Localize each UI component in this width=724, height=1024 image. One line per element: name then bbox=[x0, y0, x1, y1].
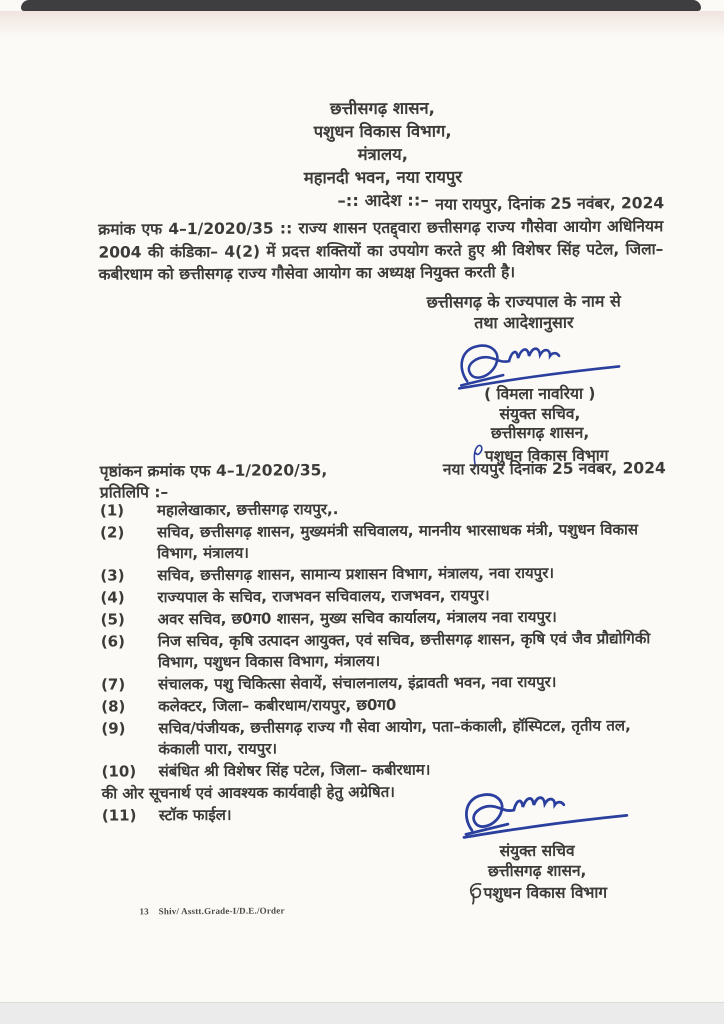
copy-item-4 bbox=[100, 584, 666, 608]
signatory-bottom-block bbox=[422, 841, 652, 905]
copy-item-6 bbox=[101, 628, 667, 673]
copy-item-number: (11) bbox=[101, 806, 137, 825]
endorsement-row bbox=[100, 456, 666, 481]
signatory-bottom-designation: संयुक्त सचिव bbox=[499, 841, 575, 861]
copy-item-9 bbox=[101, 715, 667, 760]
signatory-top-department: पशुधन विकास विभाग bbox=[484, 445, 609, 465]
copy-item-8 bbox=[101, 693, 667, 717]
dateline: नया रायपुर, दिनांक 25 नवंबर, 2024 bbox=[435, 194, 665, 214]
copy-item-text: राज्यपाल के सचिव, राजभवन सचिवालय, राजभवन, रायपुर। bbox=[157, 586, 490, 607]
copy-item-number: (9) bbox=[101, 719, 126, 738]
letterhead-government: छत्तीसगढ़ शासन, bbox=[330, 98, 435, 119]
copy-item-text: संबंधित श्री विशेषर सिंह पटेल, जिला– कबीरधाम। bbox=[158, 760, 431, 781]
signatory-bottom-department-line bbox=[422, 880, 652, 905]
copy-item-3 bbox=[100, 562, 666, 586]
copy-item-7 bbox=[101, 671, 667, 695]
copy-item-number: (5) bbox=[100, 610, 125, 629]
copy-item-text: सचिव/पंजीयक, छत्तीसगढ़ राज्य गौ सेवा आयोग, पता–कंकाली, हॉस्पिटल, तृतीय तल, कंकाली पारा, रायपुर। bbox=[158, 716, 631, 759]
endorsement-dateline: नया रायपुर दिनांक 25 नवंबर, 2024 bbox=[442, 459, 666, 479]
copy-item-number: (4) bbox=[100, 588, 125, 607]
copy-item-number: (1) bbox=[99, 501, 125, 520]
pen-mark-icon bbox=[467, 881, 483, 905]
copy-heading: प्रतिलिपि :– bbox=[99, 483, 169, 502]
signatory-bottom-department: पशुधन विकास विभाग bbox=[483, 883, 608, 903]
order-title: –:: आदेश ::– bbox=[337, 190, 429, 211]
signature-bottom bbox=[454, 787, 639, 840]
signatory-bottom-government: छत्तीसगढ़ शासन, bbox=[487, 861, 587, 880]
copy-list bbox=[100, 497, 668, 827]
copy-item-1 bbox=[100, 497, 666, 521]
authority-line-2: तथा आदेशानुसार bbox=[474, 312, 574, 333]
signatory-top-government: छत्तीसगढ़ शासन, bbox=[490, 423, 590, 443]
copy-item-text: कलेक्टर, जिला– कबीरधाम/रायपुर, छ0ग0 bbox=[158, 695, 397, 716]
signatory-top-designation: संयुक्त सचिव, bbox=[499, 404, 581, 423]
copy-item-text: संचालक, पशु चिकित्सा सेवायें, संचालनालय, इंद्रावती भवन, नवा रायपुर। bbox=[157, 672, 557, 694]
endorsement-number: पृष्ठांकन क्रमांक एफ 4–1/2020/35, bbox=[99, 461, 328, 481]
authority-line-1: छत्तीसगढ़ के राज्यपाल के नाम से bbox=[426, 291, 621, 312]
copy-item-number: (10) bbox=[101, 762, 137, 781]
letterhead-department: पशुधन विकास विभाग, bbox=[313, 121, 452, 142]
copy-item-text: सचिव, छत्तीसगढ़ शासन, मुख्यमंत्री सचिवालय, माननीय भारसाधक मंत्री, पशुधन विकास विभाग, मंत्रालय। bbox=[157, 520, 639, 563]
copy-item-number: (7) bbox=[100, 675, 126, 694]
copy-item-text: महालेखाकार, छत्तीसगढ़ रायपुर,. bbox=[156, 500, 339, 520]
order-paragraph: क्रमांक एफ 4–1/2020/35 :: राज्य शासन एतद्द्वारा छत्तीसगढ़ राज्य गौसेवा आयोग अधिनियम 2004 की कंडिका– 4(2) में प्रदत्त शक्तियों का उपयोग करते हुए श्री विशेषर सिंह पटेल, जिला–कबीरधाम को छत्तीसगढ़ राज्य गौसेवा आयोग का अध्यक्ष नियुक्त करती है। bbox=[98, 217, 664, 284]
letterhead-address: महानदी भवन, नया रायपुर bbox=[303, 167, 463, 188]
signatory-top-name: ( विमला नावरिया ) bbox=[484, 384, 596, 404]
copy-item-5 bbox=[101, 606, 667, 630]
copy-item-number: (8) bbox=[101, 697, 126, 716]
copy-item-text: अवर सचिव, छ0ग0 शासन, मुख्य सचिव कार्यालय, मंत्रालय नवा रायपुर। bbox=[157, 607, 557, 629]
forwarding-note: की ओर सूचनार्थ एवं आवश्यक कार्यवाही हेतु अग्रेषित। bbox=[101, 782, 395, 803]
copy-item-text: सचिव, छत्तीसगढ़ शासन, सामान्य प्रशासन विभाग, मंत्रालय, नवा रायपुर। bbox=[157, 563, 555, 585]
copy-item-text: स्टॉक फाईल। bbox=[158, 805, 232, 825]
scan-bottom-edge bbox=[0, 1002, 724, 1024]
letterhead-ministry: मंत्रालय, bbox=[357, 144, 409, 165]
footer-reference-note: 13 Shiv/ Asstt.Grade-I/D.E./Order bbox=[139, 905, 285, 917]
authority-block bbox=[374, 290, 674, 334]
copy-item-2 bbox=[100, 519, 666, 564]
copy-item-number: (2) bbox=[100, 523, 125, 542]
copy-item-text: निज सचिव, कृषि उत्पादन आयुक्त, एवं सचिव, छत्तीसगढ़ शासन, कृषि एवं जैव प्रौद्योगिकी विभाग, पशुधन विकास विभाग, मंत्रालय। bbox=[157, 629, 651, 672]
copy-item-number: (6) bbox=[100, 632, 125, 651]
copy-item-number: (3) bbox=[100, 566, 125, 585]
copy-item-10 bbox=[102, 758, 668, 782]
